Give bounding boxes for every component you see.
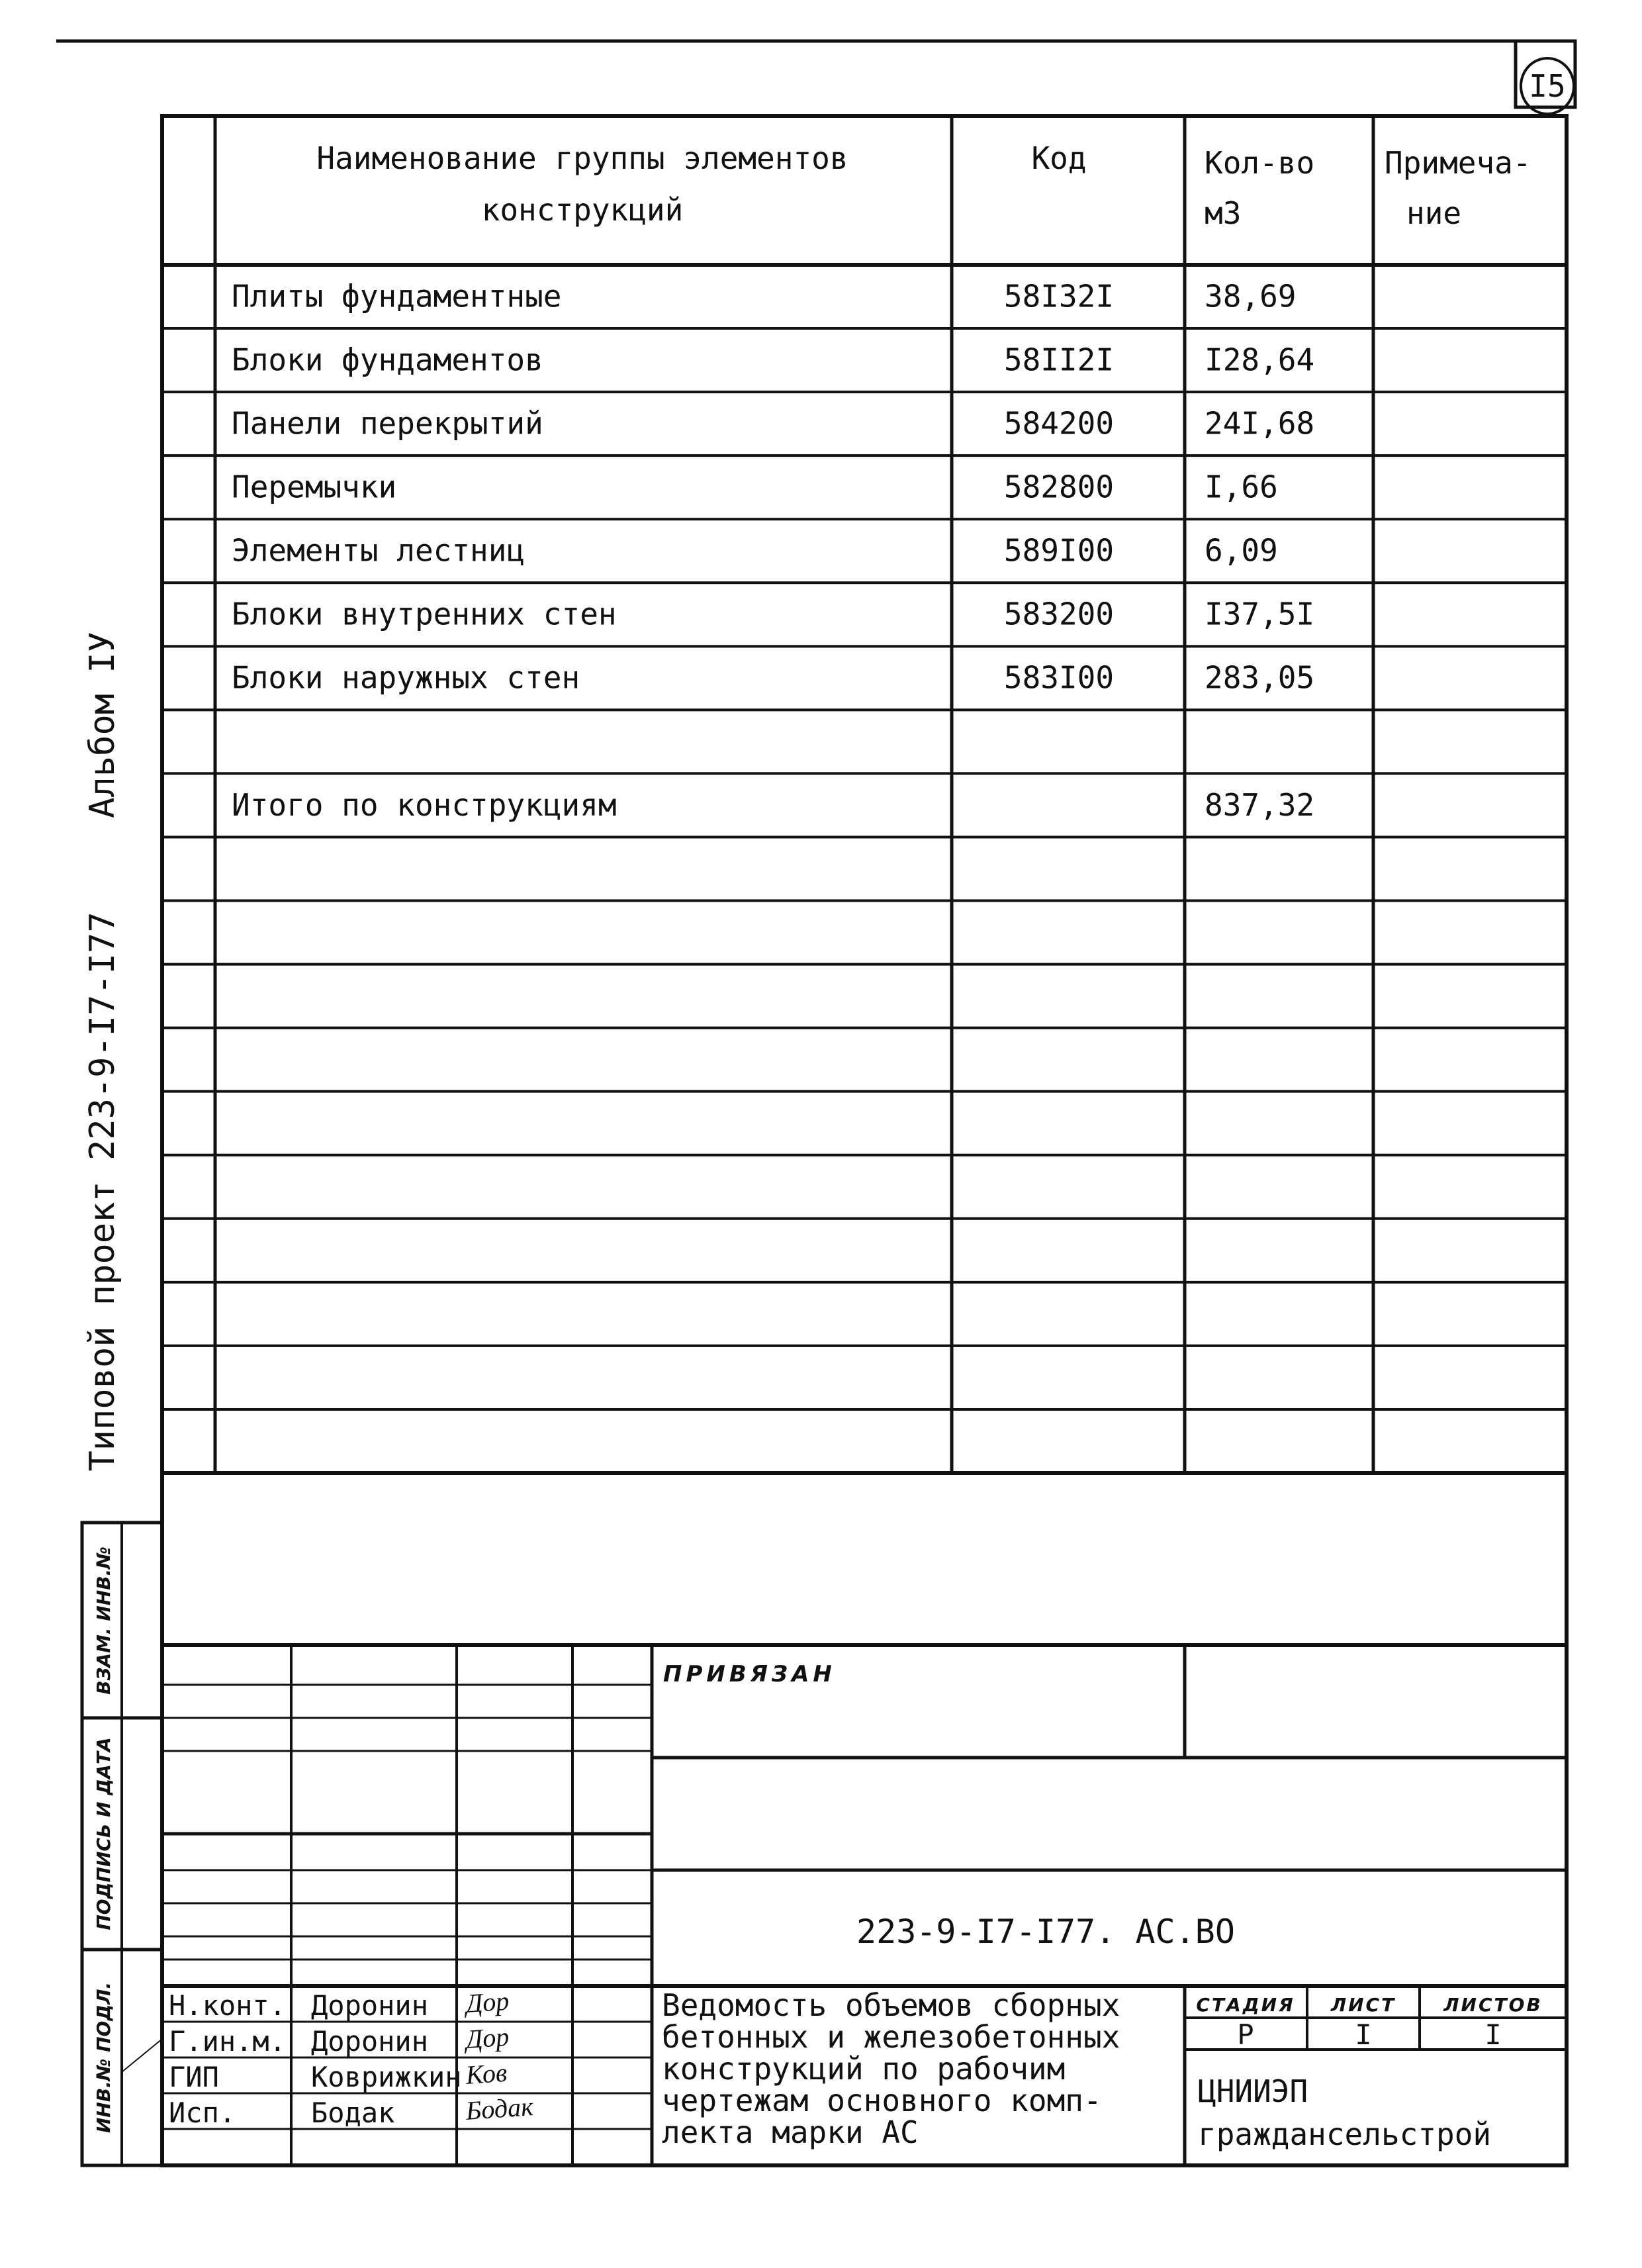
row-code: 582800 <box>1003 469 1115 505</box>
table-row <box>232 787 1314 823</box>
signature-scribble: Бодак <box>465 2091 535 2126</box>
row-code: 58II2I <box>1003 342 1115 378</box>
row-name: Элементы лестниц <box>232 532 525 569</box>
signature-role: Н.конт. <box>169 1989 287 2022</box>
signature-name: Коврижкин <box>311 2061 462 2093</box>
document-title <box>662 1987 1120 2150</box>
sheets-value: I <box>1484 2018 1502 2051</box>
sheet-number: I5 <box>1529 68 1566 104</box>
table-row <box>232 342 1314 377</box>
header-note-line2: ние <box>1406 195 1462 231</box>
signature-name: Доронин <box>311 2025 429 2057</box>
signature-row <box>169 2022 510 2057</box>
row-qty: 837,32 <box>1205 786 1315 823</box>
table-row <box>232 469 1278 505</box>
row-name: Итого по конструкциям <box>232 786 617 823</box>
organization-line1: ЦНИИЭП <box>1198 2073 1308 2109</box>
document-title-line: лекта марки АС <box>662 2114 919 2150</box>
privyazan-label: ПРИВЯЗАН <box>663 1661 836 1687</box>
signature-row <box>169 2091 534 2129</box>
document-title-line: Ведомость объемов сборных <box>662 1987 1120 2023</box>
signature-row <box>169 1986 510 2022</box>
stamp-label-podpis: ПОДПИСЬ И ДАТА <box>93 1737 114 1930</box>
margin-project-text: Типовой проект 223-9-I7-I77 <box>83 912 122 1472</box>
table-row <box>232 406 1314 442</box>
table-body <box>232 278 1314 822</box>
table-row <box>232 596 1314 632</box>
organization-line2: граждансельстрой <box>1198 2116 1492 2152</box>
stamp-label-vzam: ВЗАМ. ИНВ.№ <box>93 1546 114 1695</box>
signature-scribble: Дор <box>465 1985 510 2018</box>
signature-scribble: Дор <box>465 2021 510 2054</box>
document-title-line: конструкций по рабочим <box>662 2051 1066 2087</box>
signature-role: Исп. <box>169 2097 236 2129</box>
stage-label: СТАДИЯ <box>1196 1994 1295 2016</box>
row-qty: 24I,68 <box>1205 405 1315 442</box>
row-name: Плиты фундаментные <box>232 278 562 314</box>
sheet-value: I <box>1355 2018 1372 2051</box>
signature-role: ГИП <box>169 2061 219 2093</box>
sheet-label: ЛИСТ <box>1330 1994 1396 2016</box>
header-code: Код <box>1031 140 1087 176</box>
row-qty: 6,09 <box>1205 532 1278 569</box>
document-code: 223-9-I7-I77. АС.ВО <box>856 1913 1235 1951</box>
header-note-line1: Примеча- <box>1385 145 1531 181</box>
row-code: 584200 <box>1003 405 1115 442</box>
table-row <box>232 660 1314 696</box>
signature-name: Бодак <box>311 2097 395 2129</box>
stage-value: Р <box>1237 2018 1254 2051</box>
row-code: 583I00 <box>1003 659 1115 696</box>
row-qty: 38,69 <box>1205 278 1297 314</box>
header-qty-line2: м3 <box>1205 195 1242 231</box>
document-title-line: бетонных и железобетонных <box>662 2019 1120 2055</box>
row-qty: 283,05 <box>1205 659 1315 696</box>
header-qty-line1: Кол-во <box>1205 145 1315 181</box>
document-title-line: чертежам основного комп- <box>662 2083 1102 2118</box>
header-name-line1: Наименование группы элементов <box>316 140 848 176</box>
stamp-label-inv-podl: ИНВ.№ ПОДЛ. <box>93 1981 114 2134</box>
signature-scribble: Ков <box>465 2057 508 2090</box>
row-name: Перемычки <box>232 469 397 505</box>
row-name: Блоки внутренних стен <box>232 596 617 632</box>
signature-role: Г.ин.м. <box>169 2025 287 2057</box>
header-name-line2: конструкций <box>481 192 684 228</box>
row-code: 583200 <box>1003 596 1115 632</box>
row-code: 589I00 <box>1003 532 1115 569</box>
table-row <box>232 533 1278 569</box>
row-code: 58I32I <box>1003 278 1115 314</box>
row-name: Панели перекрытий <box>232 405 543 442</box>
sheets-label: ЛИСТОВ <box>1443 1994 1543 2016</box>
row-qty: I37,5I <box>1205 596 1315 632</box>
margin-album-text: Альбом IУ <box>83 632 122 818</box>
signature-row <box>169 2057 508 2093</box>
row-qty: I,66 <box>1205 469 1278 505</box>
table-row <box>232 278 1296 314</box>
signature-name: Доронин <box>311 1989 429 2022</box>
row-qty: I28,64 <box>1205 342 1315 378</box>
stamp-mark <box>122 2039 162 2072</box>
row-name: Блоки фундаментов <box>232 342 543 378</box>
row-name: Блоки наружных стен <box>232 659 580 696</box>
